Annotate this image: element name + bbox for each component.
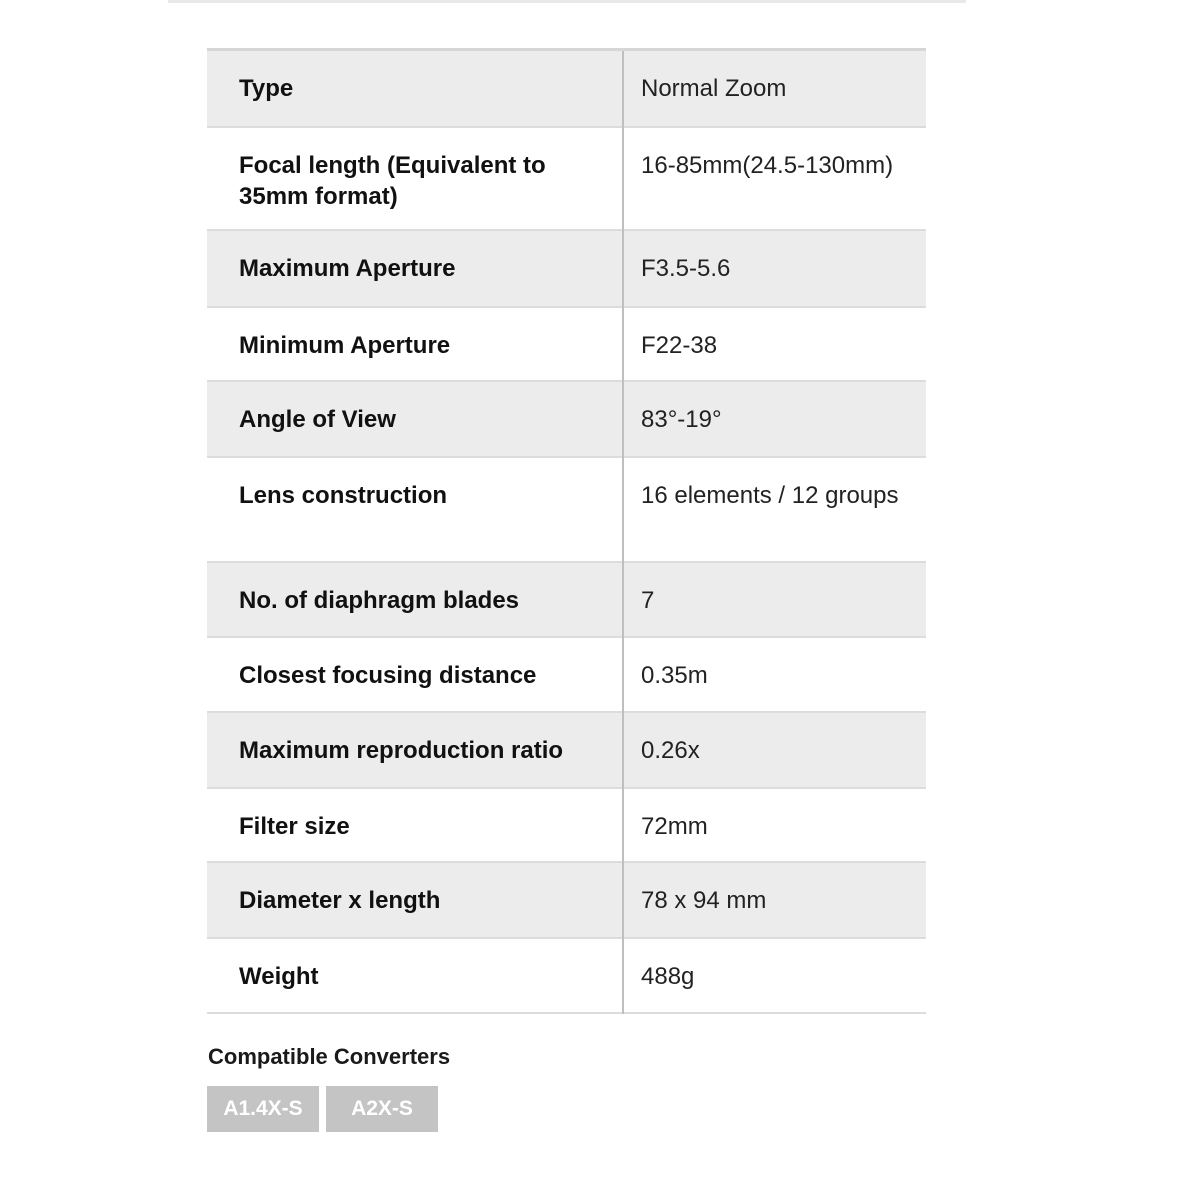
spec-value: 83°-19° [641, 405, 722, 433]
spec-label: Maximum reproduction ratio [207, 712, 623, 788]
spec-label: No. of diaphragm blades [207, 562, 623, 637]
converter-list [207, 1086, 438, 1132]
spec-label: Focal length (Equivalent to 35mm format) [207, 127, 623, 230]
converter-badge-a2x-s[interactable]: A2X-S [326, 1086, 438, 1132]
spec-value: 0.35m [641, 661, 708, 689]
spec-value: 16-85mm(24.5-130mm) [641, 151, 894, 179]
spec-value: 488g [641, 962, 695, 990]
spec-label: Weight [207, 938, 623, 1013]
spec-value: 78 x 94 mm [641, 886, 767, 914]
spec-row-focal-length [207, 127, 926, 230]
compatible-converters-heading: Compatible Converters [208, 1044, 451, 1069]
spec-label: Maximum Aperture [207, 230, 623, 307]
converter-badge-a14x-s[interactable]: A1.4X-S [207, 1086, 319, 1132]
spec-row-reproduction-ratio [207, 712, 926, 788]
spec-table [207, 48, 926, 1014]
spec-label: Minimum Aperture [207, 307, 623, 381]
top-divider [168, 0, 966, 3]
spec-value: F22-38 [641, 331, 718, 359]
spec-value: 7 [641, 586, 655, 614]
spec-value: Normal Zoom [641, 75, 787, 102]
spec-row-weight [207, 938, 926, 1013]
spec-value: 16 elements / 12 groups [641, 481, 899, 509]
spec-row-minimum-aperture [207, 307, 926, 381]
spec-row-type [207, 50, 926, 127]
spec-label: Angle of View [207, 381, 623, 457]
spec-row-maximum-aperture [207, 230, 926, 307]
spec-row-diameter-length [207, 862, 926, 938]
spec-label: Diameter x length [207, 862, 623, 938]
spec-row-angle-of-view [207, 381, 926, 457]
spec-value: 72mm [641, 812, 708, 840]
spec-value: 0.26x [641, 736, 700, 764]
spec-label: Type [207, 50, 623, 127]
spec-row-lens-construction [207, 457, 926, 562]
spec-value: F3.5-5.6 [641, 254, 731, 282]
spec-label: Lens construction [207, 457, 623, 562]
spec-row-filter-size [207, 788, 926, 862]
spec-row-closest-focusing [207, 637, 926, 712]
spec-label: Filter size [207, 788, 623, 862]
spec-row-diaphragm-blades [207, 562, 926, 637]
spec-label: Closest focusing distance [207, 637, 623, 712]
